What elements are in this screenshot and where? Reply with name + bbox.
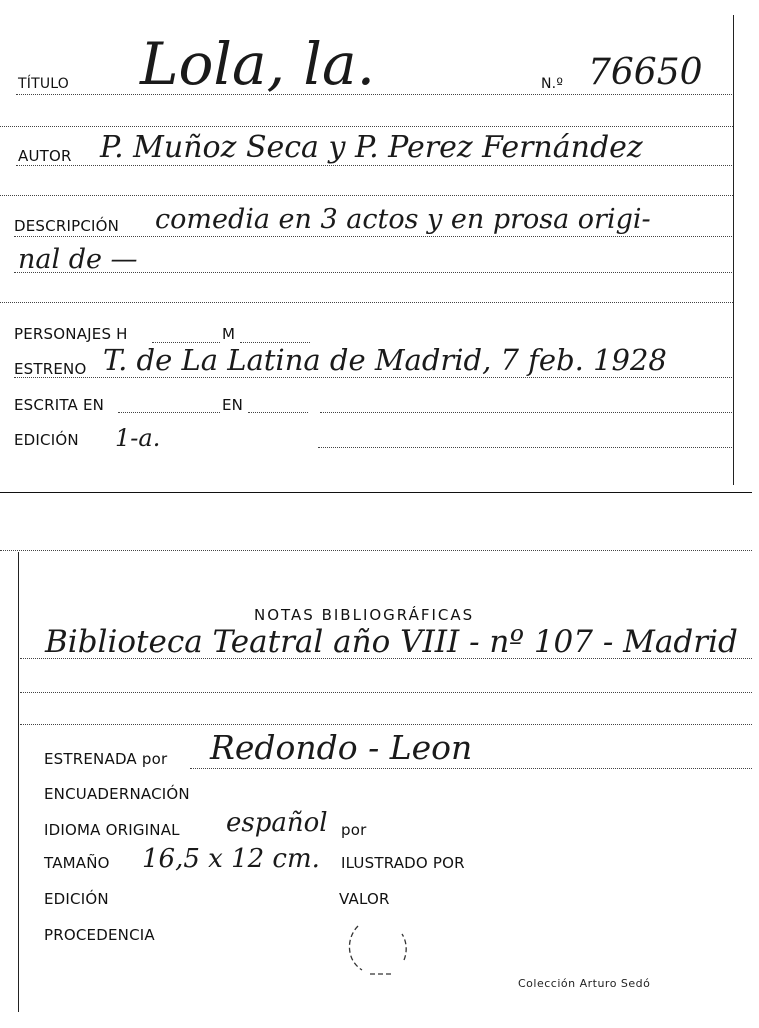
catalog-card-front xyxy=(0,0,759,495)
autor-label: AUTOR xyxy=(18,147,72,165)
numero-value: 76650 xyxy=(588,52,703,93)
personajes-m-label: M xyxy=(222,325,236,343)
estreno-line xyxy=(14,377,732,378)
estrenada-label: ESTRENADA por xyxy=(44,750,168,768)
edicion-label: EDICIÓN xyxy=(14,431,79,449)
card-divider xyxy=(0,492,752,493)
escrita-en-label: EN xyxy=(222,396,244,414)
titulo-label: TÍTULO xyxy=(18,76,69,92)
card-top-edge xyxy=(0,550,752,551)
descripcion-label: DESCRIPCIÓN xyxy=(14,217,120,235)
descripcion-value-line1: comedia en 3 actos y en prosa origi- xyxy=(155,204,651,235)
escrita-en-line xyxy=(248,412,308,413)
estrenada-value: Redondo - Leon xyxy=(210,728,473,767)
card-edge-left xyxy=(18,552,19,1012)
notas-heading: NOTAS BIBLIOGRÁFICAS xyxy=(254,606,475,624)
escrita-extra-line xyxy=(320,412,732,413)
estreno-label: ESTRENO xyxy=(14,360,87,378)
blank-line xyxy=(0,126,733,127)
notas-line-1 xyxy=(20,658,752,659)
idioma-por-label: por xyxy=(341,821,367,839)
edicion-line xyxy=(318,447,732,448)
autor-line xyxy=(16,165,732,166)
estreno-value: T. de La Latina de Madrid, 7 feb. 1928 xyxy=(103,343,667,377)
notas-line-2 xyxy=(20,692,752,693)
blank-line xyxy=(0,302,733,303)
escrita-line xyxy=(118,412,220,413)
edicion-label: EDICIÓN xyxy=(44,890,109,908)
ilustrado-label: ILUSTRADO POR xyxy=(341,854,465,872)
notas-line-3 xyxy=(20,724,752,725)
card-edge-right xyxy=(733,15,734,485)
procedencia-label: PROCEDENCIA xyxy=(44,926,155,944)
escrita-label: ESCRITA EN xyxy=(14,396,105,414)
encuadernacion-label: ENCUADERNACIÓN xyxy=(44,785,190,803)
idioma-label: IDIOMA ORIGINAL xyxy=(44,821,180,839)
descripcion-value-line2: nal de — xyxy=(18,244,138,275)
idioma-value: español xyxy=(226,808,328,838)
tamano-value: 16,5 x 12 cm. xyxy=(142,844,320,874)
catalog-card-back xyxy=(0,540,759,1028)
edicion-value: 1-a. xyxy=(115,424,161,452)
autor-value: P. Muñoz Seca y P. Perez Fernández xyxy=(100,130,643,165)
descripcion-line-2 xyxy=(14,272,732,273)
personajes-label: PERSONAJES H xyxy=(14,325,128,343)
valor-label: VALOR xyxy=(339,890,390,908)
coleccion-stamp: Colección Arturo Sedó xyxy=(518,977,651,990)
titulo-value: Lola, la. xyxy=(140,30,376,98)
notas-value: Biblioteca Teatral año VIII - nº 107 - Madrid xyxy=(45,624,738,660)
blank-line xyxy=(0,195,733,196)
tamano-label: TAMAÑO xyxy=(44,854,110,872)
numero-label: N.º xyxy=(541,76,564,92)
descripcion-line-1 xyxy=(14,236,732,237)
titulo-line xyxy=(16,94,732,95)
hole-mark xyxy=(344,920,414,980)
estrenada-line xyxy=(190,768,752,769)
